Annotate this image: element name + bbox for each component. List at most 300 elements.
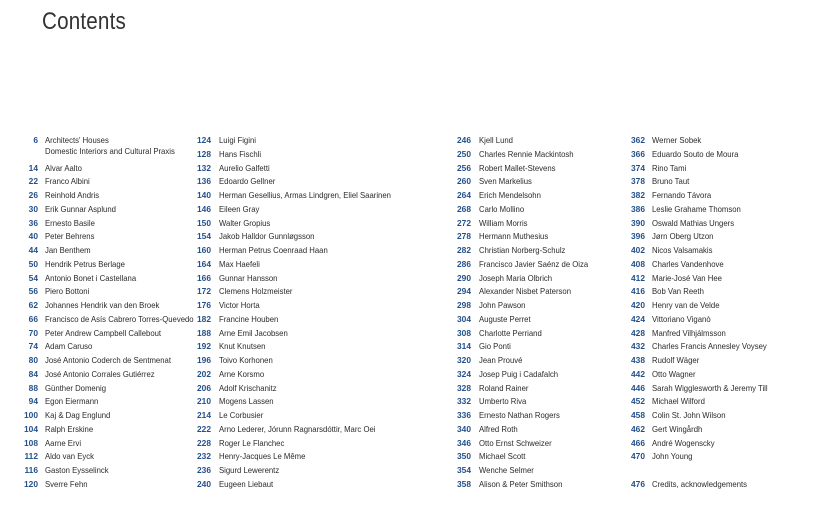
- page-number: 124: [197, 135, 211, 145]
- entry-text: [479, 149, 574, 160]
- page-number: 116: [24, 465, 38, 475]
- entry-text: [652, 286, 704, 297]
- entry-title: Colin St. John Wilson: [652, 410, 726, 420]
- entry-title: Michael Scott: [479, 451, 526, 462]
- page-number: 140: [197, 190, 211, 200]
- page-number: 80: [28, 355, 38, 365]
- entry-title: Jørn Oberg Utzon: [652, 231, 714, 242]
- entry-title: Auguste Perret: [479, 313, 531, 324]
- page-number: 260: [457, 176, 471, 187]
- entry-title: Francisco Javier Saénz de Oiza: [479, 258, 589, 269]
- entry-text: [479, 355, 522, 366]
- entry-text: [652, 341, 767, 352]
- entry-text: [219, 300, 260, 311]
- entry-text: [45, 396, 98, 407]
- entry-text: [652, 149, 738, 160]
- entry-title: Reinhold Andris: [45, 190, 100, 200]
- page-number: 182: [197, 313, 211, 324]
- entry-text: [219, 328, 288, 339]
- entry-title: Roger Le Flanchec: [219, 437, 285, 448]
- entry-text: [479, 314, 531, 325]
- entry-text: [479, 218, 528, 229]
- entry-text: [479, 479, 562, 490]
- page-number: 176: [197, 300, 211, 310]
- page-number: 84: [28, 368, 38, 379]
- page-number: 26: [28, 190, 38, 200]
- page-number: 350: [457, 451, 471, 462]
- entry-title: Christian Norberg-Schulz: [479, 245, 566, 255]
- page-number: 358: [457, 478, 471, 489]
- entry-text: [652, 383, 768, 394]
- entry-text: [652, 204, 741, 215]
- entry-title: Hans Fischli: [219, 148, 262, 159]
- entry-text: [219, 135, 256, 146]
- entry-title: Mogens Lassen: [219, 396, 274, 407]
- entry-title: Gio Ponti: [479, 341, 511, 352]
- entry-title: Hermann Muthesius: [479, 231, 549, 242]
- entry-title: Alexander Nisbet Paterson: [479, 286, 572, 297]
- entry-title: Erich Mendelsohn: [479, 190, 541, 200]
- entry-title: Clemens Holzmeister: [219, 286, 293, 297]
- page-number: 164: [197, 258, 211, 269]
- entry-text: [45, 176, 90, 187]
- page-number: 366: [631, 148, 645, 159]
- entry-title: Charles Francis Annesley Voysey: [652, 341, 767, 352]
- page-number: 470: [631, 451, 645, 462]
- entry-text: [45, 273, 136, 284]
- page-number: 382: [631, 190, 645, 200]
- entry-title: José Antonio Corrales Gutiérrez: [45, 368, 155, 379]
- entry-title: José Antonio Coderch de Sentmenat: [45, 355, 171, 365]
- page-number: 94: [28, 396, 38, 407]
- entry-text: [652, 190, 711, 201]
- entry-title: Vittoriano Viganò: [652, 313, 711, 324]
- page-number: 402: [631, 245, 645, 255]
- entry-text: [479, 410, 560, 421]
- page-number: 206: [197, 382, 211, 393]
- entry-text: [219, 286, 293, 297]
- entry-title: Oswald Mathias Ungers: [652, 217, 735, 228]
- entry-title: Kaj & Dag Englund: [45, 410, 111, 420]
- entry-text: [219, 259, 260, 270]
- entry-title: Bruno Taut: [652, 176, 690, 187]
- entry-title: Credits, acknowledgements: [652, 478, 748, 489]
- entry-title: Ernesto Nathan Rogers: [479, 410, 560, 420]
- entry-title: Eileen Gray: [219, 203, 260, 214]
- entry-text: [45, 328, 161, 339]
- entry-text: [45, 314, 194, 325]
- entry-title: Kjell Lund: [479, 135, 513, 145]
- entry-text: [652, 355, 699, 366]
- entry-text: [219, 273, 277, 284]
- entry-text: [652, 424, 702, 435]
- entry-title: Adolf Krischanitz: [219, 382, 277, 393]
- entry-text: [219, 465, 279, 476]
- entry-title: Bob Van Reeth: [652, 286, 704, 297]
- entry-title: Sarah Wigglesworth & Jeremy Till: [652, 382, 768, 393]
- page-number: 136: [197, 176, 211, 187]
- page-number: 108: [24, 437, 38, 448]
- entry-title: Eugeen Liebaut: [219, 478, 274, 489]
- page-number: 74: [28, 341, 38, 352]
- entry-subtitle: Domestic Interiors and Cultural Praxis: [45, 146, 175, 156]
- entry-title: Fernando Távora: [652, 190, 712, 200]
- entry-title: Günther Domenig: [45, 382, 107, 393]
- page-number: 44: [28, 245, 38, 255]
- entry-title: Gunnar Hansson: [219, 272, 278, 283]
- page-number: 278: [457, 231, 471, 242]
- entry-title: Jean Prouvé: [479, 355, 523, 365]
- page-number: 214: [197, 410, 211, 420]
- entry-text: [45, 465, 109, 476]
- entry-text: [652, 273, 722, 284]
- entry-title: Carlo Mollino: [479, 203, 525, 214]
- entry-text: [45, 479, 88, 490]
- entry-text: [45, 341, 92, 352]
- entry-title: Josep Puig i Cadafalch: [479, 368, 559, 379]
- entry-title: Arne Emil Jacobsen: [219, 327, 288, 338]
- entry-title: Eduardo Souto de Moura: [652, 148, 739, 159]
- page-number: 88: [28, 382, 38, 393]
- page-number: 476: [631, 478, 645, 489]
- page-number: 396: [631, 231, 645, 242]
- entry-text: [219, 204, 259, 215]
- page-number: 54: [28, 272, 38, 283]
- entry-text: [652, 245, 712, 256]
- entry-title: Aarne Ervi: [45, 437, 82, 448]
- entry-text: [652, 438, 715, 449]
- entry-text: [479, 438, 552, 449]
- page-number: 324: [457, 368, 471, 379]
- entry-title: John Young: [652, 451, 693, 462]
- entry-title: Sven Markelius: [479, 176, 532, 187]
- page-number: 240: [197, 478, 211, 489]
- entry-text: [479, 286, 571, 297]
- page-number: 150: [197, 217, 211, 228]
- page-number: 50: [28, 258, 38, 269]
- page-number: 336: [457, 410, 471, 420]
- entry-text: [652, 396, 705, 407]
- entry-text: [219, 190, 391, 201]
- page-number: 374: [631, 162, 645, 173]
- page-number: 386: [631, 203, 645, 214]
- entry-text: [479, 163, 556, 174]
- page-number: 100: [24, 410, 38, 420]
- entry-title: William Morris: [479, 217, 528, 228]
- entry-title: Gaston Eysselinck: [45, 465, 109, 475]
- entry-title: Sigurd Lewerentz: [219, 465, 280, 475]
- entry-text: [652, 369, 696, 380]
- entry-text: [652, 451, 692, 462]
- page-number: 390: [631, 217, 645, 228]
- entry-title: Le Corbusier: [219, 410, 264, 420]
- entry-text: [45, 204, 116, 215]
- entry-title: Alison & Peter Smithson: [479, 478, 563, 489]
- entry-text: [479, 231, 548, 242]
- entry-title: Henry van de Velde: [652, 300, 720, 310]
- entry-text: [45, 245, 91, 256]
- entry-title: Charles Vandenhove: [652, 258, 724, 269]
- page-number: 62: [28, 300, 38, 310]
- entry-text: [219, 355, 273, 366]
- entry-text: [652, 328, 726, 339]
- entry-text: [45, 424, 93, 435]
- page-number: 354: [457, 465, 471, 475]
- entry-title: Ernesto Basile: [45, 217, 95, 228]
- entry-text: [479, 259, 588, 270]
- page-number: 232: [197, 451, 211, 462]
- page-number: 362: [631, 135, 645, 145]
- entry-text: [45, 218, 95, 229]
- entry-title: Roland Rainer: [479, 382, 529, 393]
- entry-title: Otto Ernst Schweizer: [479, 437, 552, 448]
- entry-title: Marie-José Van Hee: [652, 272, 722, 283]
- entry-text: [479, 300, 525, 311]
- page-number: 416: [631, 286, 645, 297]
- page-number: 432: [631, 341, 645, 352]
- entry-title: Erik Gunnar Asplund: [45, 203, 116, 214]
- entry-title: André Wogenscky: [652, 437, 715, 448]
- entry-text: [652, 218, 734, 229]
- page-number: 146: [197, 203, 211, 214]
- entry-title: Leslie Grahame Thomson: [652, 203, 741, 214]
- entry-title: Antonio Bonet i Castellana: [45, 272, 137, 283]
- entry-title: Rino Tami: [652, 162, 687, 173]
- entry-text: [479, 396, 526, 407]
- entry-title: Walter Gropius: [219, 217, 271, 228]
- entry-text: [479, 273, 552, 284]
- page-number: 458: [631, 410, 645, 420]
- entry-title: Michael Wilford: [652, 396, 705, 407]
- entry-title: Aurelio Galfetti: [219, 162, 270, 173]
- entry-text: [45, 259, 125, 270]
- entry-title: Arne Korsmo: [219, 368, 265, 379]
- entry-title: Henry-Jacques Le Même: [219, 451, 306, 462]
- page-number: 452: [631, 396, 645, 407]
- page-number: 282: [457, 245, 471, 255]
- page-number: 172: [197, 286, 211, 297]
- page-number: 36: [28, 217, 38, 228]
- page-number: 438: [631, 355, 645, 365]
- page-number: 286: [457, 258, 471, 269]
- entry-title: Knut Knutsen: [219, 341, 266, 352]
- entry-title: Arno Lederer, Jórunn Ragnarsdóttir, Marc Oei: [219, 423, 376, 434]
- entry-text: [219, 314, 278, 325]
- entry-title: Rudolf Wäger: [652, 355, 700, 365]
- entry-title: Peter Behrens: [45, 231, 95, 242]
- entry-text: [219, 163, 270, 174]
- entry-text: [652, 163, 686, 174]
- page-number: 408: [631, 258, 645, 269]
- entry-text: [479, 369, 558, 380]
- entry-title: John Pawson: [479, 300, 526, 310]
- entry-title: Herman Petrus Coenraad Haan: [219, 245, 328, 255]
- page-number: 166: [197, 272, 211, 283]
- page-number: 132: [197, 162, 211, 173]
- entry-text: [45, 190, 99, 201]
- entry-text: [45, 300, 159, 311]
- page-number: 228: [197, 437, 211, 448]
- entry-text: [45, 135, 175, 157]
- page-number: 188: [197, 327, 211, 338]
- entry-title: Werner Sobek: [652, 135, 702, 145]
- entry-text: [219, 383, 277, 394]
- entry-title: Herman Gesellius, Armas Lindgren, Eliel Saarinen: [219, 190, 391, 200]
- entry-title: Robert Mallet-Stevens: [479, 162, 556, 173]
- entry-text: [479, 135, 513, 146]
- page-number: 264: [457, 190, 471, 200]
- entry-text: [479, 465, 534, 476]
- entry-text: [652, 410, 726, 421]
- entry-title: Edoardo Gellner: [219, 176, 276, 187]
- entry-text: [652, 135, 701, 146]
- entry-text: [479, 424, 518, 435]
- page-number: 210: [197, 396, 211, 407]
- entry-title: Umberto Riva: [479, 396, 527, 407]
- entry-text: [45, 369, 155, 380]
- entry-title: Piero Bottoni: [45, 286, 90, 297]
- entry-title: Charles Rennie Mackintosh: [479, 148, 574, 159]
- page-number: 222: [197, 423, 211, 434]
- entry-text: [479, 383, 528, 394]
- page-number: 30: [28, 203, 38, 214]
- page-number: 268: [457, 203, 471, 214]
- entry-title: Sverre Fehn: [45, 478, 88, 489]
- entry-title: Max Haefeli: [219, 258, 260, 269]
- entry-text: [652, 176, 689, 187]
- entry-title: Victor Horta: [219, 300, 260, 310]
- entry-text: [652, 314, 711, 325]
- entry-text: [652, 231, 713, 242]
- entry-title: Nicos Valsamakis: [652, 245, 713, 255]
- entry-text: [479, 176, 532, 187]
- entry-title: Egon Eiermann: [45, 396, 99, 407]
- entry-text: [45, 286, 89, 297]
- entry-text: [45, 438, 81, 449]
- page-number: 446: [631, 382, 645, 393]
- page-number: 120: [24, 478, 38, 489]
- page-number: 104: [24, 423, 38, 434]
- entry-text: [219, 410, 263, 421]
- page-number: 320: [457, 355, 471, 365]
- page-number: 428: [631, 327, 645, 338]
- page-number: 236: [197, 465, 211, 475]
- entry-title: Joseph Maria Olbrich: [479, 272, 553, 283]
- entry-title: Otto Wagner: [652, 368, 696, 379]
- page-number: 340: [457, 423, 471, 434]
- page-number: 160: [197, 245, 211, 255]
- entry-text: [479, 204, 524, 215]
- page-number: 466: [631, 437, 645, 448]
- entry-title: Francisco de Asís Cabrero Torres-Quevedo: [45, 313, 194, 324]
- entry-title: Manfred Vilhjálmsson: [652, 327, 726, 338]
- entry-text: [45, 451, 94, 462]
- entry-title: Adam Caruso: [45, 341, 93, 352]
- entry-title: Architects' Houses: [45, 135, 109, 145]
- page-number: 70: [28, 327, 38, 338]
- entry-text: [219, 218, 270, 229]
- page-number: 412: [631, 272, 645, 283]
- page-number: 304: [457, 313, 471, 324]
- page-number: 246: [457, 135, 471, 145]
- entry-text: [219, 176, 275, 187]
- page-title: Contents: [42, 8, 126, 35]
- page-number: 256: [457, 162, 471, 173]
- entry-title: Ralph Erskine: [45, 423, 94, 434]
- entry-text: [219, 424, 375, 435]
- page-number: 250: [457, 148, 471, 159]
- entry-text: [479, 328, 542, 339]
- page-number: 128: [197, 148, 211, 159]
- page-number: 56: [28, 286, 38, 297]
- page-number: 462: [631, 423, 645, 434]
- entry-title: Peter Andrew Campbell Callebout: [45, 327, 162, 338]
- entry-text: [652, 259, 724, 270]
- page-number: 424: [631, 313, 645, 324]
- entry-text: [219, 396, 274, 407]
- entry-title: Johannes Hendrik van den Broek: [45, 300, 160, 310]
- entry-text: [45, 383, 106, 394]
- entry-text: [479, 245, 565, 256]
- entry-text: [45, 355, 171, 366]
- entry-text: [652, 479, 747, 490]
- page-number: 192: [197, 341, 211, 352]
- entry-title: Luigi Figini: [219, 135, 256, 145]
- entry-text: [45, 410, 110, 421]
- page-number: 308: [457, 327, 471, 338]
- entry-text: [479, 190, 541, 201]
- page-number: 290: [457, 272, 471, 283]
- page-number: 202: [197, 368, 211, 379]
- entry-title: Wenche Selmer: [479, 465, 534, 475]
- entry-title: Franco Albini: [45, 176, 90, 187]
- page-number: 442: [631, 368, 645, 379]
- page-number: 332: [457, 396, 471, 407]
- entry-text: [479, 341, 511, 352]
- entry-title: Jan Benthem: [45, 245, 91, 255]
- page-number: 346: [457, 437, 471, 448]
- page-number: 298: [457, 300, 471, 310]
- entry-text: [219, 245, 328, 256]
- entry-title: Hendrik Petrus Berlage: [45, 258, 125, 269]
- page-number: 272: [457, 217, 471, 228]
- entry-title: Toivo Korhonen: [219, 355, 273, 365]
- page-number: 40: [28, 231, 38, 242]
- page-number: 66: [28, 313, 38, 324]
- entry-title: Charlotte Perriand: [479, 327, 542, 338]
- entry-text: [219, 231, 314, 242]
- page-number: 22: [28, 176, 38, 187]
- entry-text: [219, 149, 261, 160]
- entry-text: [219, 438, 284, 449]
- page-number: 112: [24, 451, 38, 462]
- entry-text: [219, 369, 264, 380]
- entry-title: Aldo van Eyck: [45, 451, 95, 462]
- entry-title: Alfred Roth: [479, 423, 518, 434]
- page-number: 328: [457, 382, 471, 393]
- page-number: 6: [33, 135, 38, 145]
- page-number: 314: [457, 341, 471, 352]
- page-number: 154: [197, 231, 211, 242]
- entry-title: Jakob Halldor Gunnløgsson: [219, 231, 315, 242]
- page-number: 378: [631, 176, 645, 187]
- page-number: 14: [28, 162, 38, 173]
- entry-text: [219, 341, 265, 352]
- page-number: 294: [457, 286, 471, 297]
- entry-text: [479, 451, 525, 462]
- entry-text: [219, 479, 273, 490]
- page-number: 196: [197, 355, 211, 365]
